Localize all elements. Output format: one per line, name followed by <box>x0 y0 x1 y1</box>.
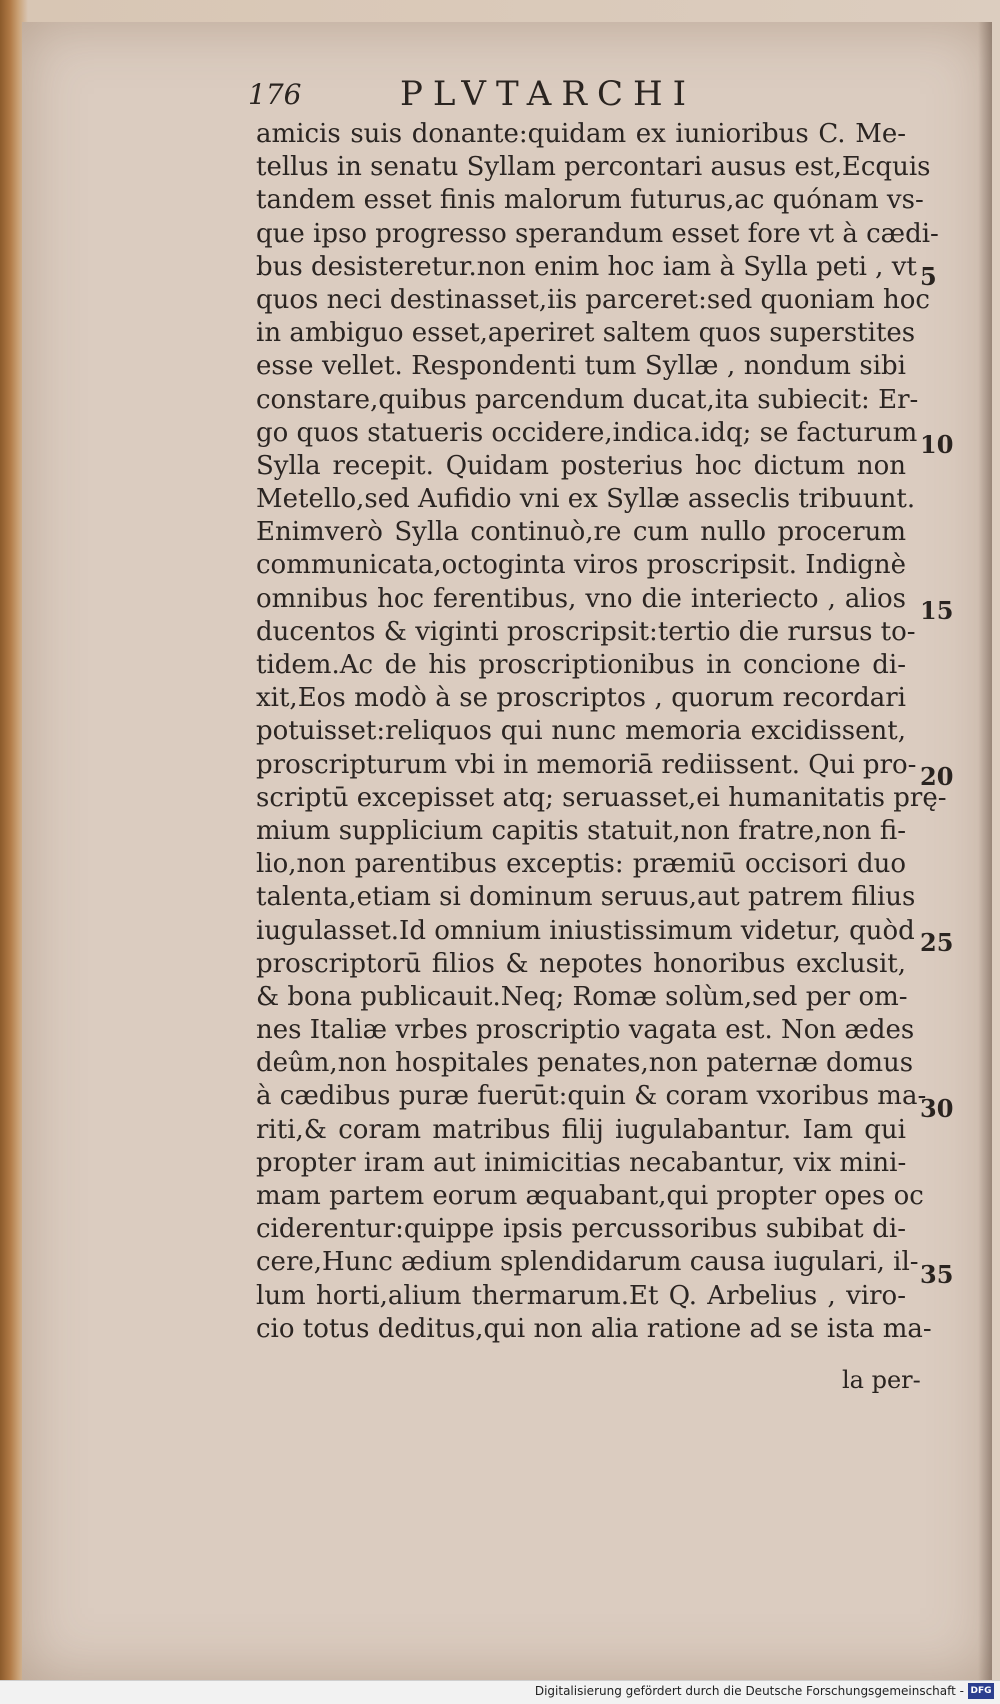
text-line: quos neci destinasset,iis parceret:sed quoniam hoc <box>256 284 930 315</box>
text-line: à cædibus puræ fuerūt:quin & coram vxoribus ma- <box>256 1081 927 1112</box>
text-line: mam partem eorum æquabant,qui propter opes oc <box>256 1181 924 1211</box>
text-line: proscriptorū filios & nepotes honoribus exclusit, <box>256 948 906 979</box>
line-number-15: 15 <box>920 596 954 625</box>
page-number: 176 <box>248 78 302 111</box>
footer-credit: Digitalisierung gefördert durch die Deutsche Forschungsgemeinschaft - <box>534 1684 964 1698</box>
text-line: tidem.Ac de his proscriptionibus in concione di- <box>256 650 906 680</box>
line-number-10: 10 <box>920 430 954 459</box>
text-line: lum horti,alium thermarum.Et Q. Arbelius , viro- <box>256 1280 906 1311</box>
text-line: bus desisteretur.non enim hoc iam à Sylla peti , vt <box>256 251 917 282</box>
text-line: scriptū excepisset atq; seruasset,ei humanitatis prę- <box>256 782 947 813</box>
text-line: ducentos & viginti proscripsit:tertio die rursus to- <box>256 616 916 647</box>
text-line: talenta,etiam si dominum seruus,aut patrem filius <box>256 882 916 913</box>
line-number-30: 30 <box>920 1094 954 1123</box>
text-line: omnibus hoc ferentibus, vno die interiecto , alios <box>256 583 906 614</box>
text-line: go quos statueris occidere,indica.idq; se facturum <box>256 417 918 448</box>
text-line: que ipso progresso sperandum esset fore vt à cædi- <box>256 218 939 249</box>
line-number-5: 5 <box>920 262 937 291</box>
text-line: ciderentur:quippe ipsis percussoribus subibat di- <box>256 1214 906 1245</box>
text-line: Sylla recepit. Quidam posterius hoc dictum non <box>256 450 906 481</box>
text-line: constare,quibus parcendum ducat,ita subiecit: Er- <box>256 384 919 415</box>
text-line: amicis suis donante:quidam ex iunioribus C. Me- <box>256 119 906 149</box>
dfg-logo: DFG <box>968 1683 994 1699</box>
text-line: mium supplicium capitis statuit,non fratre,non fi- <box>256 815 906 846</box>
text-line: Enimverò Sylla continuò,re cum nullo procerum <box>256 517 906 548</box>
text-line: xit,Eos modò à se proscriptos , quorum recordari <box>256 683 906 714</box>
text-line: deûm,non hospitales penates,non paternæ domus <box>256 1048 914 1079</box>
text-line: riti,& coram matribus filij iugulabantur. Iam qui <box>256 1114 906 1145</box>
text-line: cio totus deditus,qui non alia ratione ad se ista ma- <box>256 1313 932 1344</box>
line-number-35: 35 <box>920 1260 954 1289</box>
running-head: PLVTARCHI <box>400 74 697 114</box>
text-line: proscripturum vbi in memoriā rediissent. Qui pro- <box>256 749 917 780</box>
line-number-25: 25 <box>920 928 954 957</box>
text-line: tandem esset finis malorum futurus,ac quónam vs- <box>256 185 924 216</box>
text-line: propter iram aut inimicitias necabantur, vix mini- <box>256 1147 907 1178</box>
line-number-20: 20 <box>920 762 954 791</box>
text-line: lio,non parentibus exceptis: præmiū occisori duo <box>256 849 906 880</box>
footer-bar <box>0 1680 1000 1704</box>
text-line: cere,Hunc ædium splendidarum causa iugulari, il- <box>256 1247 919 1278</box>
text-line: nes Italiæ vrbes proscriptio vagata est. Non ædes <box>256 1015 915 1046</box>
text-line: & bona publicauit.Neq; Romæ solùm,sed per om- <box>256 981 908 1012</box>
text-line: potuisset:reliquos qui nunc memoria excidissent, <box>256 716 906 747</box>
text-line: Metello,sed Aufidio vni ex Syllæ asseclis tribuunt. <box>256 484 916 515</box>
text-line: tellus in senatu Syllam percontari ausus est,Ecquis <box>256 152 931 183</box>
text-line: iugulasset.Id omnium iniustissimum videtur, quòd <box>256 915 915 946</box>
text-line: in ambiguo esset,aperiret saltem quos superstites <box>256 318 916 349</box>
catchword: la per- <box>842 1366 921 1394</box>
text-line: communicata,octoginta viros proscripsit. Indignè <box>256 550 906 581</box>
text-line: esse vellet. Respondenti tum Syllæ , nondum sibi <box>256 351 906 382</box>
